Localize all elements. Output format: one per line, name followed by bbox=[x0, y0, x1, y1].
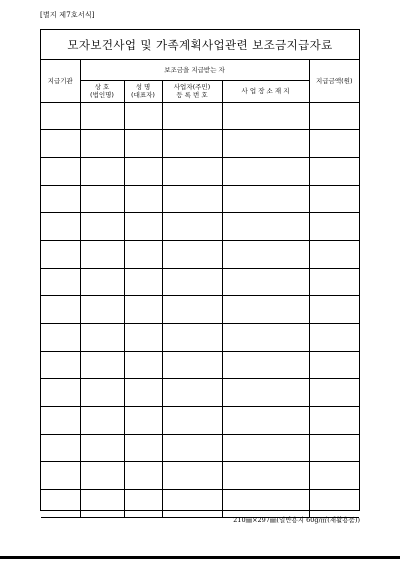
registration-number-cell[interactable] bbox=[162, 102, 222, 130]
header-institution: 지급기관 bbox=[41, 60, 80, 102]
amount-cell[interactable] bbox=[309, 130, 359, 158]
registration-number-cell[interactable] bbox=[162, 296, 222, 324]
business-address-cell[interactable] bbox=[222, 157, 309, 185]
person-name-cell[interactable] bbox=[124, 240, 162, 268]
business-address-cell[interactable] bbox=[222, 324, 309, 352]
trade-name-cell[interactable] bbox=[80, 351, 124, 379]
header-trade-name bbox=[80, 80, 124, 102]
table-row bbox=[41, 185, 359, 213]
table-row bbox=[41, 490, 359, 518]
business-address-cell[interactable] bbox=[222, 490, 309, 518]
trade-name-cell[interactable] bbox=[80, 296, 124, 324]
institution-cell[interactable] bbox=[41, 351, 80, 379]
registration-number-cell[interactable] bbox=[162, 434, 222, 462]
trade-name-cell[interactable] bbox=[80, 434, 124, 462]
person-name-cell[interactable] bbox=[124, 268, 162, 296]
registration-number-cell[interactable] bbox=[162, 213, 222, 241]
table-row bbox=[41, 296, 359, 324]
registration-number-cell[interactable] bbox=[162, 185, 222, 213]
institution-cell[interactable] bbox=[41, 407, 80, 435]
table-row bbox=[41, 434, 359, 462]
institution-cell[interactable] bbox=[41, 462, 80, 490]
header-trade-name-sub: (법인명) bbox=[90, 91, 114, 99]
amount-cell[interactable] bbox=[309, 324, 359, 352]
form-title: 모자보건사업 및 가족계획사업관련 보조금지급자료 bbox=[41, 30, 359, 60]
person-name-cell[interactable] bbox=[124, 213, 162, 241]
person-name-cell[interactable] bbox=[124, 462, 162, 490]
business-address-cell[interactable] bbox=[222, 268, 309, 296]
person-name-cell[interactable] bbox=[124, 324, 162, 352]
business-address-cell[interactable] bbox=[222, 296, 309, 324]
trade-name-cell[interactable] bbox=[80, 102, 124, 130]
trade-name-cell[interactable] bbox=[80, 462, 124, 490]
business-address-cell[interactable] bbox=[222, 351, 309, 379]
header-business-address: 사 업 장 소 재 지 bbox=[222, 80, 309, 102]
header-registration-number-sub: 등 록 번 호 bbox=[176, 91, 208, 99]
subsidy-table bbox=[41, 60, 359, 518]
registration-number-cell[interactable] bbox=[162, 130, 222, 158]
table-row bbox=[41, 130, 359, 158]
trade-name-cell[interactable] bbox=[80, 213, 124, 241]
header-registration-number-label: 사업자(주민) bbox=[173, 82, 211, 91]
person-name-cell[interactable] bbox=[124, 296, 162, 324]
header-trade-name-label: 상 호 bbox=[94, 82, 110, 91]
header-person-name-sub: (대표자) bbox=[131, 91, 155, 99]
institution-cell[interactable] bbox=[41, 185, 80, 213]
registration-number-cell[interactable] bbox=[162, 490, 222, 518]
amount-cell[interactable] bbox=[309, 462, 359, 490]
table-row bbox=[41, 407, 359, 435]
amount-cell[interactable] bbox=[309, 268, 359, 296]
business-address-cell[interactable] bbox=[222, 185, 309, 213]
institution-cell[interactable] bbox=[41, 130, 80, 158]
person-name-cell[interactable] bbox=[124, 434, 162, 462]
registration-number-cell[interactable] bbox=[162, 407, 222, 435]
institution-cell[interactable] bbox=[41, 324, 80, 352]
person-name-cell[interactable] bbox=[124, 351, 162, 379]
registration-number-cell[interactable] bbox=[162, 268, 222, 296]
registration-number-cell[interactable] bbox=[162, 157, 222, 185]
business-address-cell[interactable] bbox=[222, 407, 309, 435]
business-address-cell[interactable] bbox=[222, 379, 309, 407]
institution-cell[interactable] bbox=[41, 157, 80, 185]
trade-name-cell[interactable] bbox=[80, 185, 124, 213]
header-amount: 지급금액(원) bbox=[309, 60, 359, 102]
registration-number-cell[interactable] bbox=[162, 462, 222, 490]
institution-cell[interactable] bbox=[41, 102, 80, 130]
amount-cell[interactable] bbox=[309, 379, 359, 407]
paper-spec-footnote: 210㎜×297㎜(일반용지 60g/㎡(재활용품)) bbox=[233, 516, 360, 524]
person-name-cell[interactable] bbox=[124, 185, 162, 213]
amount-cell[interactable] bbox=[309, 240, 359, 268]
business-address-cell[interactable] bbox=[222, 130, 309, 158]
institution-cell[interactable] bbox=[41, 240, 80, 268]
amount-cell[interactable] bbox=[309, 490, 359, 518]
amount-cell[interactable] bbox=[309, 102, 359, 130]
registration-number-cell[interactable] bbox=[162, 351, 222, 379]
table-row bbox=[41, 324, 359, 352]
business-address-cell[interactable] bbox=[222, 462, 309, 490]
table-row bbox=[41, 102, 359, 130]
header-person-name-label: 성 명 bbox=[135, 82, 151, 91]
institution-cell[interactable] bbox=[41, 268, 80, 296]
header-person-name bbox=[124, 80, 162, 102]
registration-number-cell[interactable] bbox=[162, 324, 222, 352]
registration-number-cell[interactable] bbox=[162, 240, 222, 268]
registration-number-cell[interactable] bbox=[162, 379, 222, 407]
amount-cell[interactable] bbox=[309, 407, 359, 435]
person-name-cell[interactable] bbox=[124, 157, 162, 185]
table-row bbox=[41, 379, 359, 407]
institution-cell[interactable] bbox=[41, 490, 80, 518]
header-row-1 bbox=[41, 60, 359, 80]
trade-name-cell[interactable] bbox=[80, 379, 124, 407]
institution-cell[interactable] bbox=[41, 296, 80, 324]
amount-cell[interactable] bbox=[309, 296, 359, 324]
header-registration-number bbox=[162, 80, 222, 102]
institution-cell[interactable] bbox=[41, 379, 80, 407]
trade-name-cell[interactable] bbox=[80, 324, 124, 352]
table-row bbox=[41, 213, 359, 241]
table-row bbox=[41, 240, 359, 268]
header-recipient-group: 보조금을 지급받는 자 bbox=[80, 60, 309, 80]
institution-cell[interactable] bbox=[41, 213, 80, 241]
data-rows bbox=[41, 102, 359, 517]
business-address-cell[interactable] bbox=[222, 240, 309, 268]
amount-cell[interactable] bbox=[309, 157, 359, 185]
trade-name-cell[interactable] bbox=[80, 268, 124, 296]
subsidy-form bbox=[40, 29, 360, 511]
business-address-cell[interactable] bbox=[222, 102, 309, 130]
amount-cell[interactable] bbox=[309, 434, 359, 462]
bottom-rule bbox=[0, 556, 400, 559]
business-address-cell[interactable] bbox=[222, 434, 309, 462]
trade-name-cell[interactable] bbox=[80, 240, 124, 268]
table-row bbox=[41, 462, 359, 490]
amount-cell[interactable] bbox=[309, 185, 359, 213]
person-name-cell[interactable] bbox=[124, 379, 162, 407]
person-name-cell[interactable] bbox=[124, 490, 162, 518]
trade-name-cell[interactable] bbox=[80, 407, 124, 435]
table-row bbox=[41, 351, 359, 379]
person-name-cell[interactable] bbox=[124, 130, 162, 158]
table-row bbox=[41, 157, 359, 185]
institution-cell[interactable] bbox=[41, 434, 80, 462]
person-name-cell[interactable] bbox=[124, 407, 162, 435]
form-number-label: [별지 제7호서식] bbox=[40, 11, 95, 19]
person-name-cell[interactable] bbox=[124, 102, 162, 130]
table-row bbox=[41, 268, 359, 296]
trade-name-cell[interactable] bbox=[80, 130, 124, 158]
amount-cell[interactable] bbox=[309, 351, 359, 379]
amount-cell[interactable] bbox=[309, 213, 359, 241]
trade-name-cell[interactable] bbox=[80, 490, 124, 518]
trade-name-cell[interactable] bbox=[80, 157, 124, 185]
business-address-cell[interactable] bbox=[222, 213, 309, 241]
